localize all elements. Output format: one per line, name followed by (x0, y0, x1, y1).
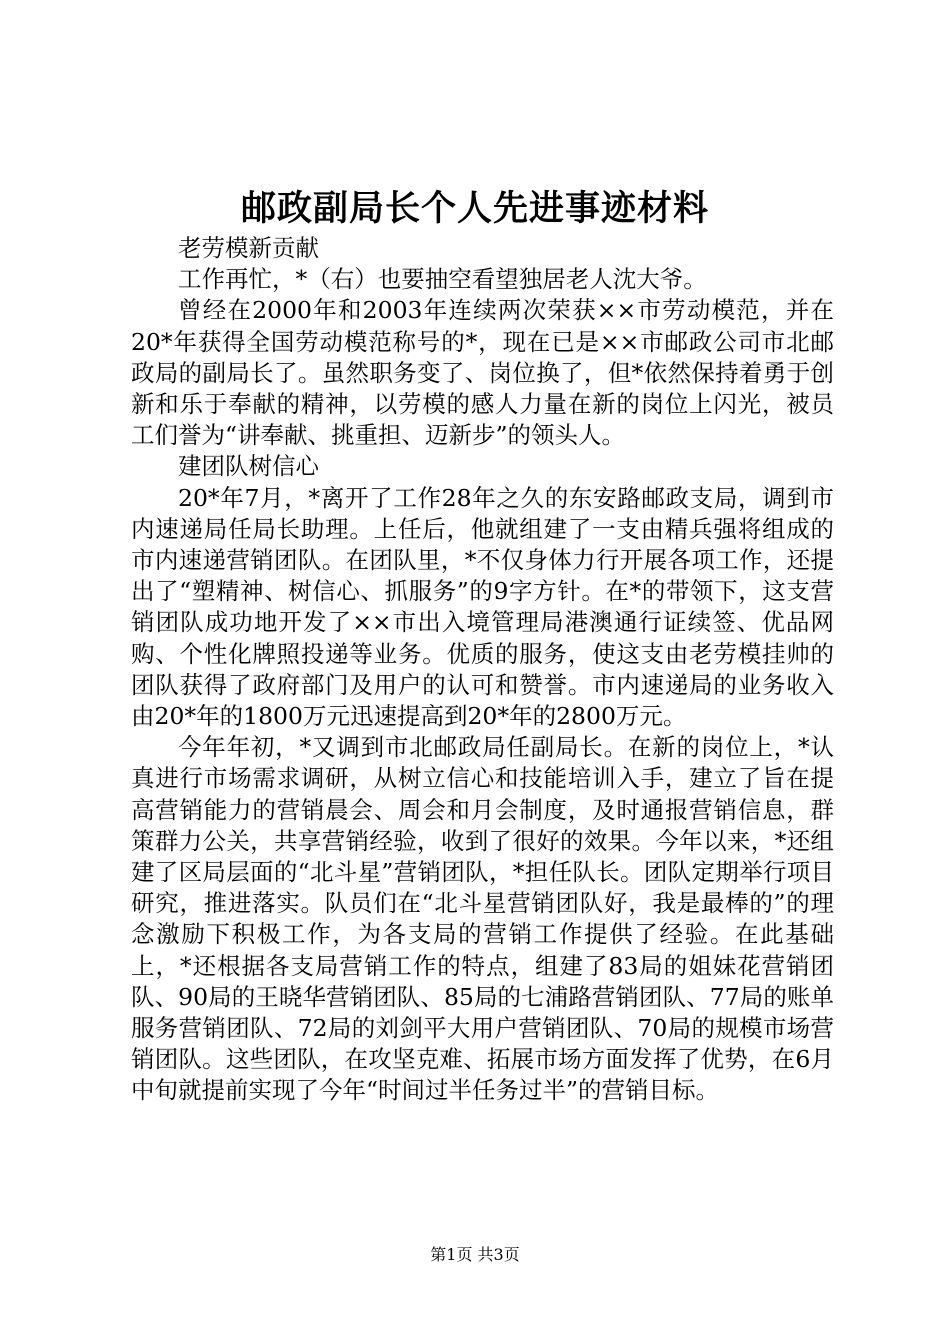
page-number-footer: 第1页 共3页 (430, 1245, 520, 1264)
body-paragraph: 工作再忙，*（右）也要抽空看望独居老人沈大爷。 (178, 265, 707, 294)
body-paragraph: 曾经在2000年和2003年连续两次荣获××市劳动模范，并在20*年获得全国劳动模范称号的*，现在已是××市邮政公司市北邮政局的副局长了。虽然职务变了、岗位换了，但*依然保持着勇于创新和乐于奉献的精神，以劳模的感人力量在新的岗位上闪光，被员工们誉为“讲奉献、挑重担、迈新步”的领头人。 (131, 296, 834, 450)
document-title: 邮政副局长个人先进事迹材料 (240, 188, 709, 229)
body-paragraph: 今年年初，*又调到市北邮政局任副局长。在新的岗位上，*认真进行市场需求调研，从树立信心和技能培训入手，建立了旨在提高营销能力的营销晨会、周会和月会制度，及时通报营销信息，群策群力公关，共享营销经验，收到了很好的效果。今年以来，*还组建了区局层面的“北斗星”营销团队，*担任队长。团队定期举行项目研究，推进落实。队员们在“北斗星营销团队好，我是最棒的”的理念激励下积极工作，为各支局的营销工作提供了经验。在此基础上，*还根据各支局营销工作的特点，组建了83局的姐妹花营销团队、90局的王晓华营销团队、85局的七浦路营销团队、77局的账单服务营销团队、72局的刘剑平大用户营销团队、70局的规模市场营销团队。这些团队，在攻坚克难、拓展市场方面发挥了优势，在6月中旬就提前实现了今年“时间过半任务过半”的营销目标。 (131, 733, 834, 1105)
body-paragraph: 20*年7月，*离开了工作28年之久的东安路邮政支局，调到市内速递局任局长助理。上任后，他就组建了一支由精兵强将组成的市内速递营销团队。在团队里，*不仅身体力行开展各项工作，还提出了“塑精神、树信心、抓服务”的9字方针。在*的带领下，这支营销团队成功地开发了××市出入境管理局港澳通行证续签、优品网购、个性化牌照投递等业务。优质的服务，使这支由老劳模挂帅的团队获得了政府部门及用户的认可和赞誉。市内速递局的业务收入由20*年的1800万元迅速提高到20*年的2800万元。 (131, 483, 834, 731)
section-heading: 建团队树信心 (178, 452, 319, 481)
section-heading: 老劳模新贡献 (178, 234, 319, 262)
document-body (131, 233, 834, 1107)
